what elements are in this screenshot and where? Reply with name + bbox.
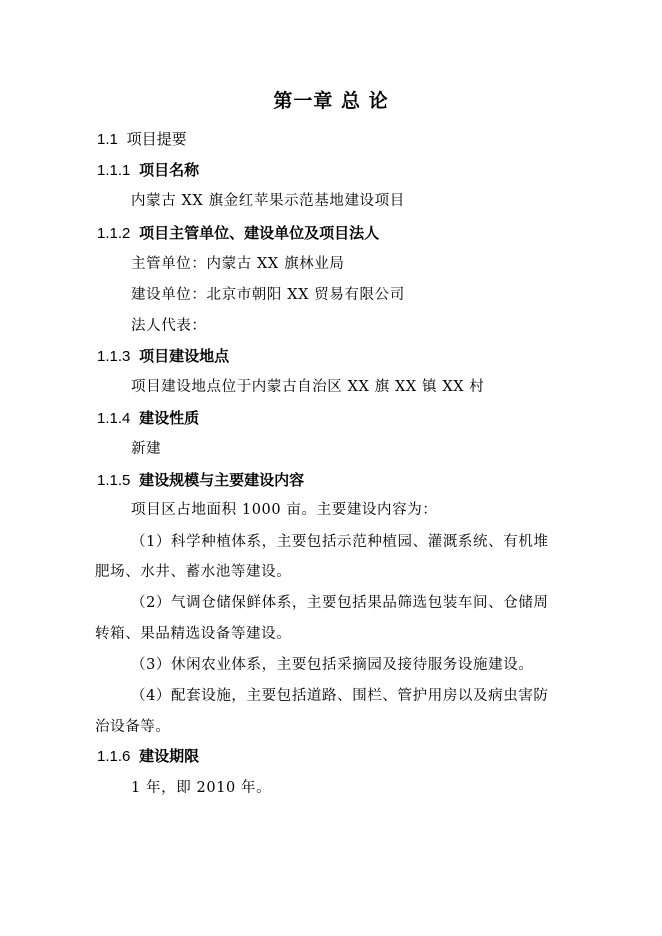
project-name-line: 内蒙古 XX 旗金红苹果示范基地建设项目 bbox=[131, 193, 405, 209]
section-1-1-3-heading bbox=[97, 346, 229, 367]
content-item-3-line-1: （3）休闲农业体系，主要包括采摘园及接待服务设施建设。 bbox=[131, 657, 534, 673]
legal-representative-line: 法人代表： bbox=[131, 318, 207, 334]
chapter-title: 第一章 总 论 bbox=[273, 90, 389, 112]
content-item-2-line-1: （2）气调仓储保鲜体系，主要包括果品筛选包装车间、仓储周 bbox=[131, 595, 549, 611]
construction-period-line: 1 年，即 2010 年。 bbox=[131, 780, 272, 796]
scale-line: 项目区占地面积 1000 亩。主要建设内容为： bbox=[131, 502, 438, 518]
section-title: 建设性质 bbox=[139, 409, 200, 427]
section-number: 1.1 bbox=[97, 131, 118, 148]
supervising-unit-line: 主管单位：内蒙古 XX 旗林业局 bbox=[131, 256, 345, 272]
content-item-1-line-2: 肥场、水井、蓄水池等建设。 bbox=[95, 564, 292, 580]
section-1-1-1-heading bbox=[97, 160, 199, 181]
section-title: 项目提要 bbox=[126, 130, 187, 148]
section-title: 建设规模与主要建设内容 bbox=[139, 471, 305, 489]
construction-nature-line: 新建 bbox=[131, 441, 162, 457]
section-number: 1.1.2 bbox=[97, 225, 131, 242]
construction-unit-line: 建设单位：北京市朝阳 XX 贸易有限公司 bbox=[131, 287, 405, 303]
section-number: 1.1.6 bbox=[97, 748, 131, 765]
section-1-1-6-heading bbox=[97, 746, 199, 767]
section-number: 1.1.1 bbox=[97, 162, 131, 179]
section-number: 1.1.4 bbox=[97, 410, 131, 427]
section-title: 项目建设地点 bbox=[139, 347, 230, 365]
section-1-1-4-heading bbox=[97, 408, 199, 429]
section-1-1-2-heading bbox=[97, 223, 379, 244]
section-title: 项目主管单位、建设单位及项目法人 bbox=[139, 224, 380, 242]
content-item-1-line-1: （1）科学种植体系，主要包括示范种植园、灌溉系统、有机堆 bbox=[131, 534, 549, 550]
section-title: 项目名称 bbox=[139, 161, 200, 179]
content-item-4-line-2: 治设备等。 bbox=[95, 719, 171, 735]
project-location-line: 项目建设地点位于内蒙古自治区 XX 旗 XX 镇 XX 村 bbox=[131, 379, 485, 395]
section-number: 1.1.3 bbox=[97, 348, 131, 365]
section-1-1-heading bbox=[97, 129, 187, 150]
section-title: 建设期限 bbox=[139, 747, 200, 765]
section-number: 1.1.5 bbox=[97, 472, 131, 489]
content-item-2-line-2: 转箱、果品精选设备等建设。 bbox=[95, 626, 292, 642]
content-item-4-line-1: （4）配套设施，主要包括道路、围栏、管护用房以及病虫害防 bbox=[131, 688, 549, 704]
section-1-1-5-heading bbox=[97, 470, 304, 491]
